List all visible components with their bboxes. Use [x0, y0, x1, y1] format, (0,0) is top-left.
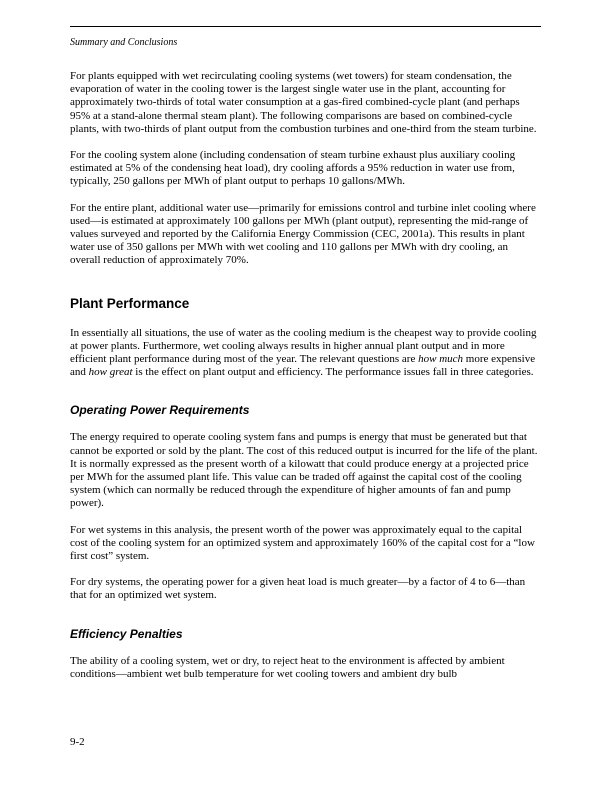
text-segment: In essentially all situations, the use of water as the cooling medium is the cheapest way to provide cooling at power plants. Furthermore, wet cooling always results in higher annual plant output and in more efficient plant performance during most of the year. The relevant questions are: [70, 326, 537, 366]
text-segment: is the effect on plant output and efficiency. The performance issues fall in three categories.: [132, 366, 534, 379]
italic-phrase-how-great: how great: [88, 366, 133, 379]
paragraph-efficiency-intro: The ability of a cooling system, wet or dry, to reject heat to the environment is affected by ambient conditions—ambient wet bulb temperature for wet cooling towers and ambient dry bulb: [70, 654, 505, 680]
paragraph-wet-systems: For wet systems in this analysis, the present worth of the power was approximately equal to the capital cost of the cooling system for an optimized system and approximately 160% of the capital cost for a “low first cost” system.: [70, 523, 535, 563]
italic-phrase-how-much: how much: [418, 353, 464, 366]
paragraph-operating-energy: The energy required to operate cooling system fans and pumps is energy that must be generated but that cannot be exported or sold by the plant. The cost of this reduced output is incurred for the life of the plant. It is normally expressed as the present worth of a kilowatt that could produce energy at a projected price per MWh for the assumed plant life. This value can be traded off against the capital cost of the cooling system (which can normally be reduced through the expenditure of higher amounts of fan and pump power).: [70, 431, 538, 510]
paragraph-wet-towers: For plants equipped with wet recirculating cooling systems (wet towers) for steam condensation, the evaporation of water in the cooling tower is the largest single water use in the plant, accounting for approximately two-thirds of total water consumption at a gas-fired combined-cycle plant (and perhaps 95% at a stand-alone thermal steam plant). The following comparisons are based on combined-cycle plants, with two-thirds of plant output from the combustion turbines and one-third from the steam turbine.: [70, 70, 537, 135]
paragraph-performance-intro: [70, 327, 541, 380]
heading-operating-power-requirements: Operating Power Requirements: [70, 403, 250, 418]
heading-plant-performance: Plant Performance: [70, 295, 190, 311]
running-header: Summary and Conclusions: [70, 37, 178, 48]
page-number: 9-2: [70, 736, 85, 748]
paragraph-dry-systems: For dry systems, the operating power for a given heat load is much greater—by a factor of 4 to 6—than that for an optimized wet system.: [70, 576, 526, 602]
paragraph-cooling-system-alone: For the cooling system alone (including condensation of steam turbine exhaust plus auxiliary cooling estimated at 5% of the condensing heat load), dry cooling affords a 95% reduction in water use from, typically, 250 gallons per MWh of plant output to perhaps 10 gallons/MWh.: [70, 149, 516, 188]
text-segment: more expensive and: [70, 353, 536, 379]
paragraph-entire-plant: For the entire plant, additional water use—primarily for emissions control and turbine inlet cooling where used—is estimated at approximately 100 gallons per MWh (plant output), representing the mid-range of values surveyed and reported by the California Energy Commission (CEC, 2001a). This results in plant water use of 350 gallons per MWh with wet cooling and 110 gallons per MWh with dry cooling, an overall reduction of approximately 70%.: [70, 201, 536, 267]
heading-efficiency-penalties: Efficiency Penalties: [70, 626, 183, 641]
header-rule: [70, 26, 541, 27]
